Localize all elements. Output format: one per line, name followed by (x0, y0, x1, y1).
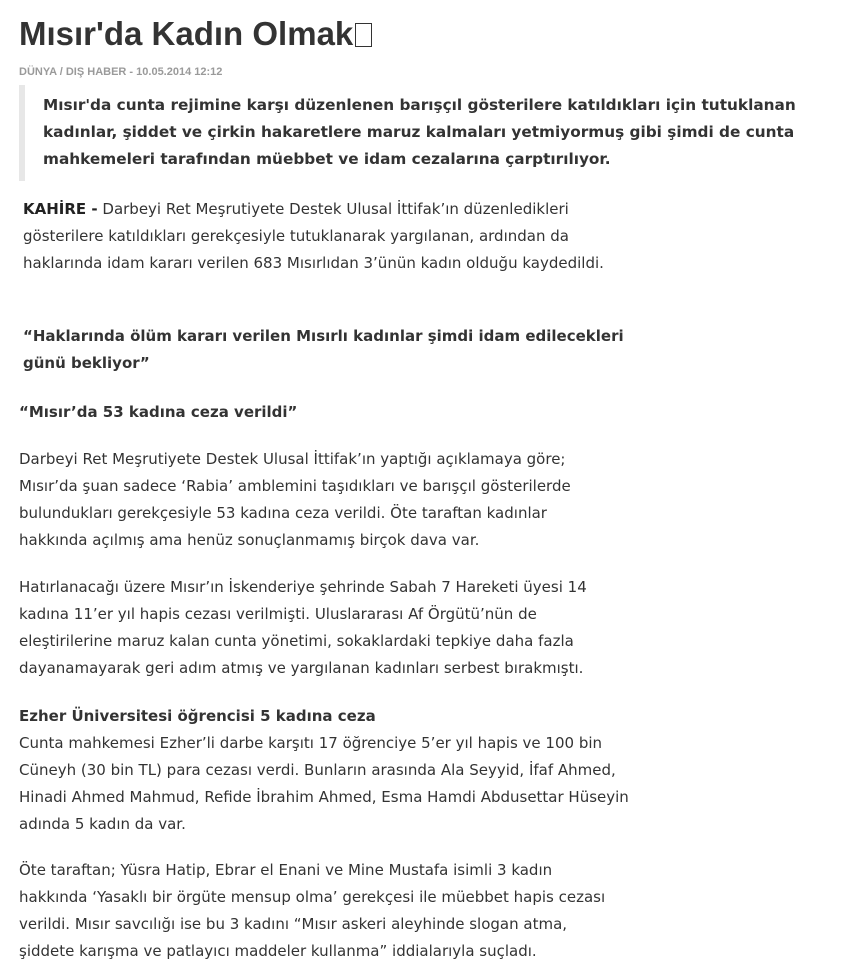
paragraph-alexandria: Hatırlanacağı üzere Mısır’ın İskenderiye şehrinde Sabah 7 Hareketi üyesi 14 kadına 11’er yıl hapis cezası verilmişti. Uluslararası Af Örgütü’nün de eleştirilerine maruz kalan cunta yönetimi, sokaklardaki tepkiye daha fazla dayanamayarak geri adım atmış ve yargılanan kadınları serbest bırakmıştı. (19, 578, 587, 677)
subheading-ezher: Ezher Üniversitesi öğrencisi 5 kadına ceza (19, 707, 376, 725)
lead-paragraph (23, 196, 623, 277)
article-spot: Mısır'da cunta rejimine karşı düzenlenen barışçıl gösterilere katıldıkları için tutuklanan kadınlar, şiddet ve çirkin hakaretlere maruz kalmaları yetmiyormuş gibi şimdi de cunta mahkemeleri tarafından müebbet ve idam cezalarına çarptırılıyor. (43, 96, 796, 168)
paragraph-statement: Darbeyi Ret Meşrutiyete Destek Ulusal İttifak’ın yaptığı açıklamaya göre; Mısır’da şuan sadece ‘Rabia’ amblemini taşıdıkları ve barışçıl gösterilerde bulundukları gerekçesiyle 53 kadına ceza verildi. Öte taraftan kadınlar hakkında açılmış ama henüz sonuçlanmamış birçok dava var. (19, 450, 571, 549)
paragraph-ezher: Cunta mahkemesi Ezher’li darbe karşıtı 17 öğrenciye 5’er yıl hapis ve 100 bin Cüneyh (30 bin TL) para cezası verdi. Bunların arasında Ala Seyyid, İfaf Ahmed, Hinadi Ahmed Mahmud, Refide İbrahim Ahmed, Esma Hamdi Abdusettar Hüseyin adında 5 kadın da var. (19, 734, 629, 833)
lead-dateline: KAHİRE - (23, 200, 98, 218)
article-category: DÜNYA / DIŞ HABER (19, 66, 127, 78)
paragraph-life-sentence: Öte taraftan; Yüsra Hatip, Ebrar el Enani ve Mine Mustafa isimli 3 kadın hakkında ‘Yasaklı bir örgüte mensup olma’ gerekçesi ile müebbet hapis cezası verildi. Mısır savcılığı ise bu 3 kadını “Mısır askeri aleyhinde slogan atma, şiddete karışma ve patlayıcı maddeler kullanma” iddialarıyla suçladı. (19, 861, 606, 960)
meta-separator: - (126, 66, 137, 78)
subheading-53-women: “Mısır’da 53 kadına ceza verildi” (19, 403, 298, 421)
quote-heading: “Haklarında ölüm kararı verilen Mısırlı kadınlar şimdi idam edilecekleri günü bekliyor” (23, 327, 624, 372)
article-title (19, 12, 372, 56)
missing-glyph-box-icon (355, 23, 372, 47)
article-title-text: Mısır'da Kadın Olmak (19, 15, 354, 52)
lead-text: Darbeyi Ret Meşrutiyete Destek Ulusal İttifak’ın düzenledikleri gösterilere katıldıkları gerekçesiyle tutuklanarak yargılanan, ardından da haklarında idam kararı verilen 683 Mısırlıdan 3’ünün kadın olduğu kaydedildi. (23, 200, 604, 272)
article-datetime: 10.05.2014 12:12 (136, 66, 223, 78)
article-meta (19, 66, 222, 78)
